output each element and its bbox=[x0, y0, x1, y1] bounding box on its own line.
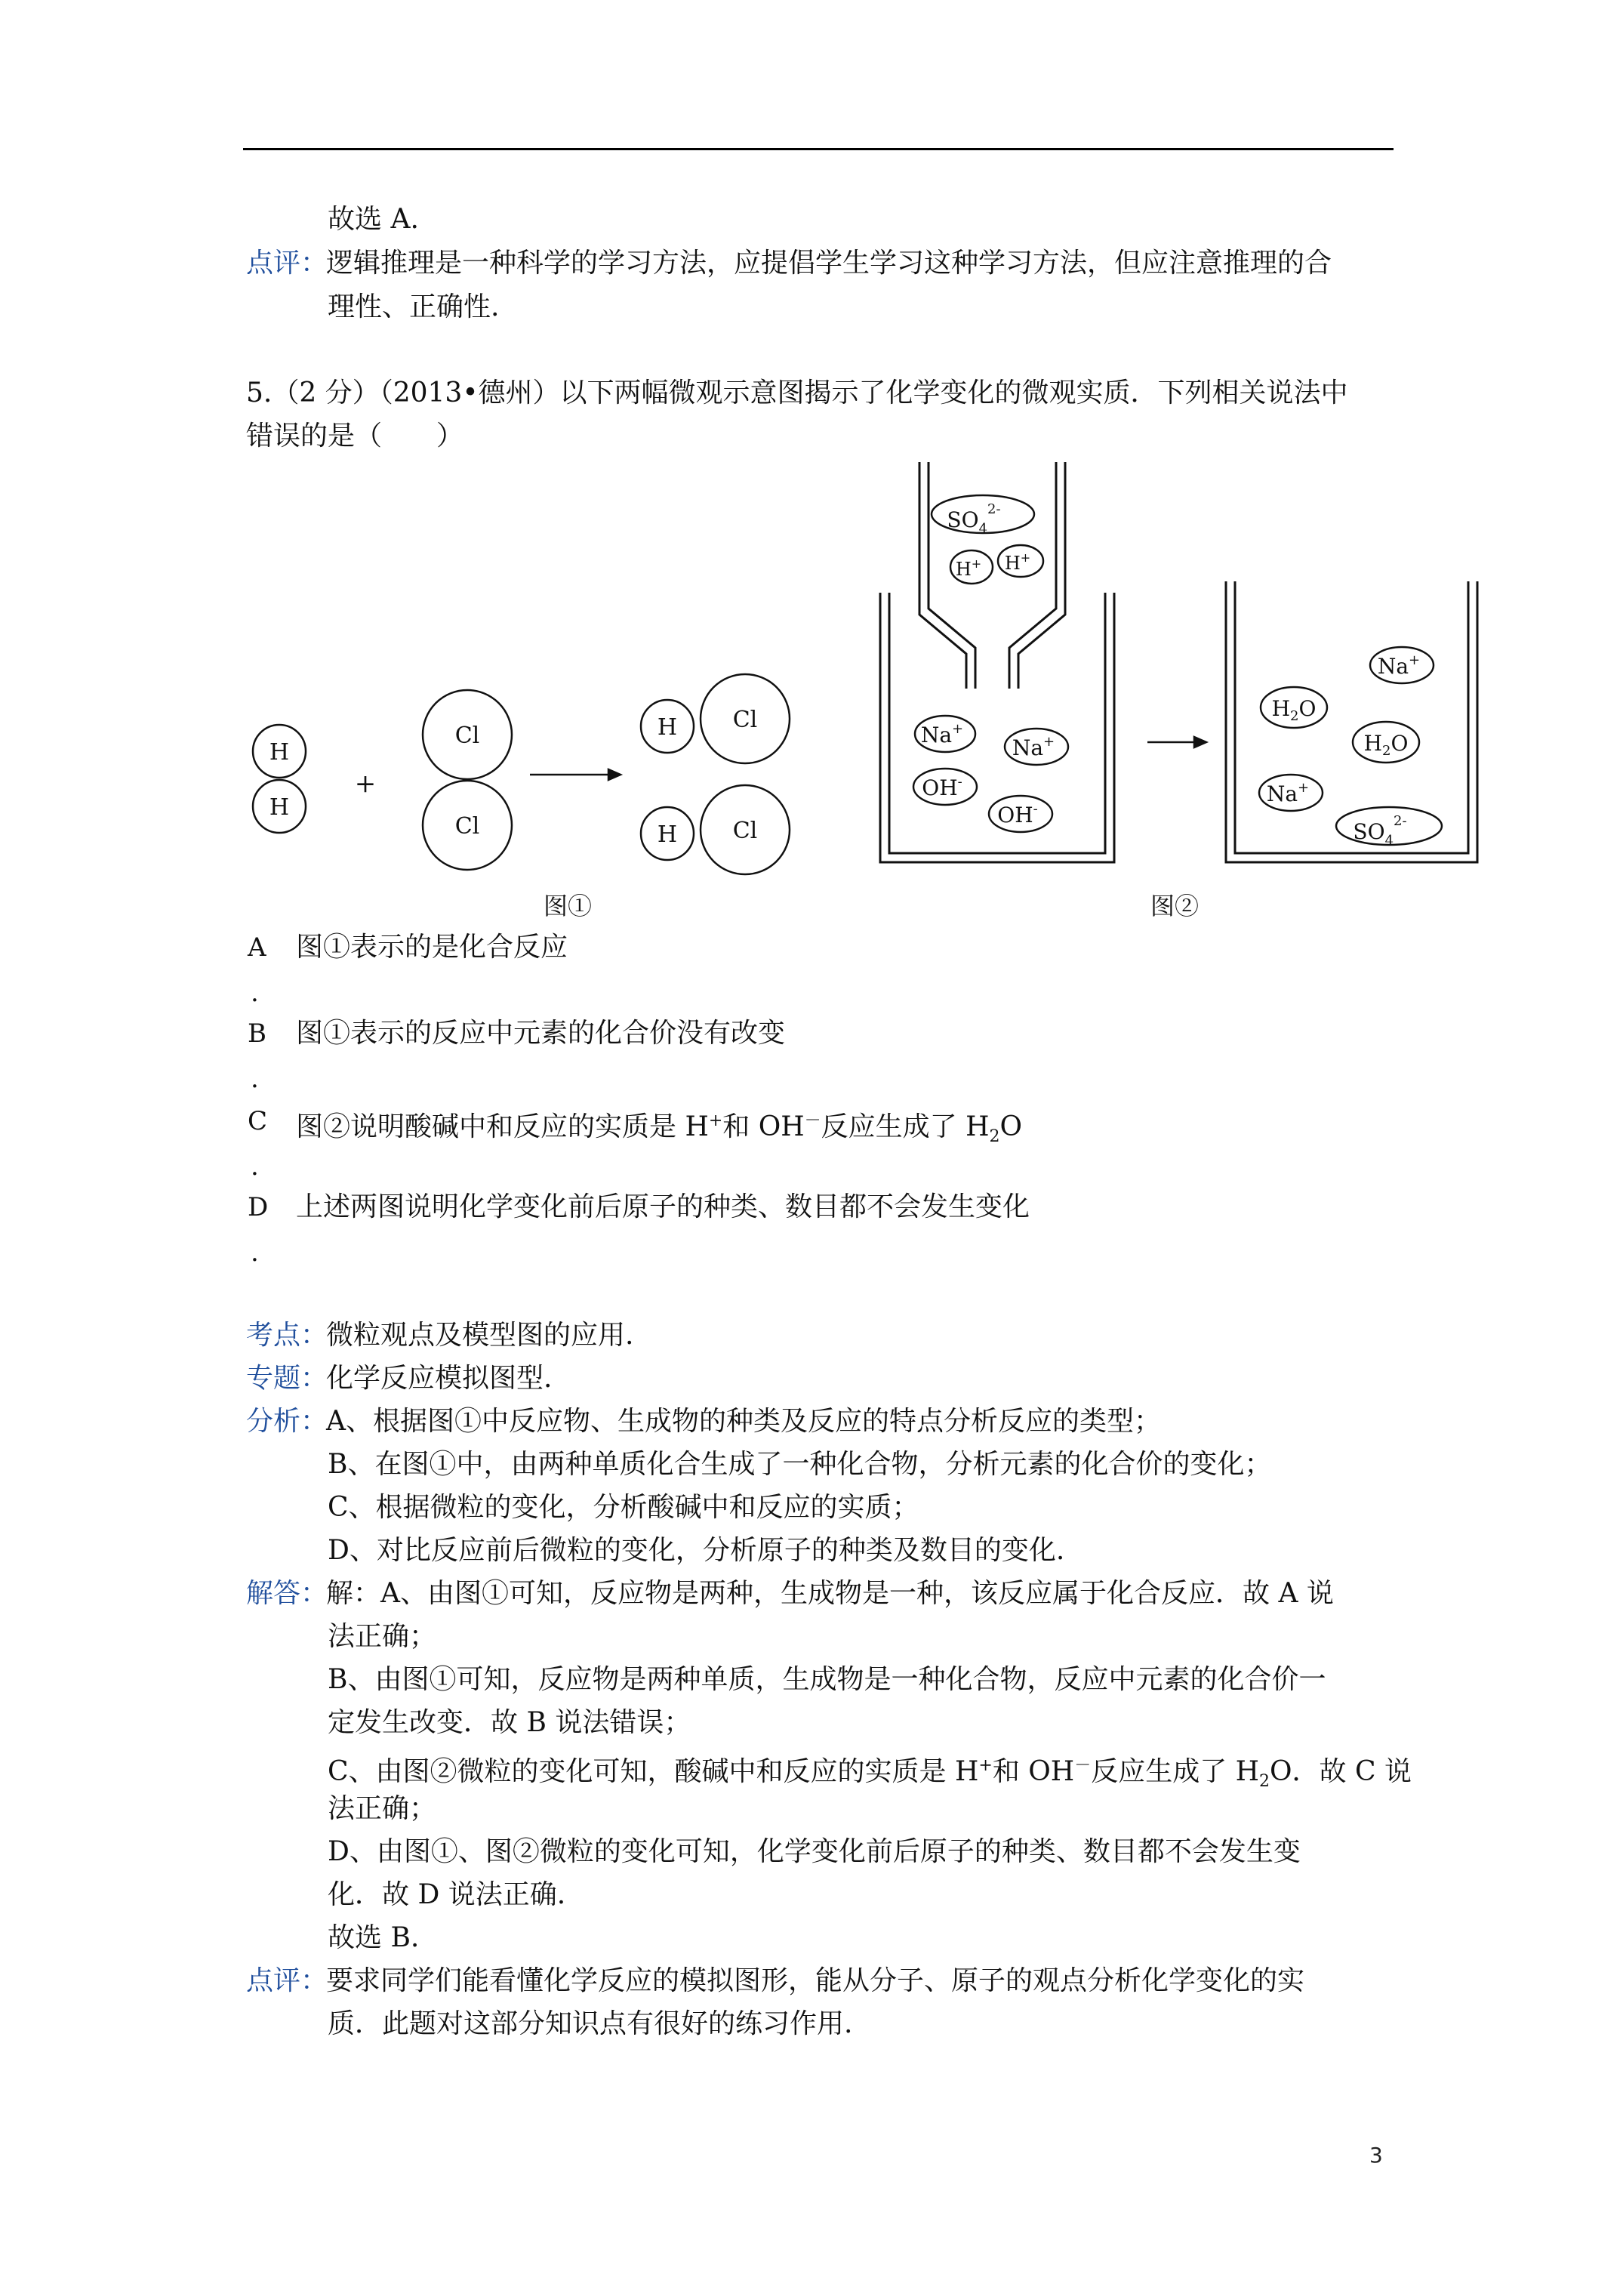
page-number: 3 bbox=[1369, 2143, 1383, 2168]
h2o-label: $H_2O$ bbox=[1271, 696, 1317, 724]
kaodian-label: 考点： bbox=[246, 1320, 328, 1351]
oh-ion-label: OH- bbox=[922, 774, 962, 800]
jieda-line2: 法正确； bbox=[328, 1621, 437, 1652]
option-d-letter: D bbox=[248, 1192, 269, 1222]
fenxi-line3: C、根据微粒的变化，分析酸碱中和反应的实质； bbox=[328, 1492, 919, 1523]
prev-comment-line2: 理性、正确性. bbox=[328, 291, 500, 322]
na-ion-label: Na+ bbox=[1377, 652, 1421, 679]
na-ion-label: Na+ bbox=[1012, 734, 1055, 760]
cl-label: Cl bbox=[454, 723, 480, 749]
option-b-text: 图①表示的反应中元素的化合价没有改变 bbox=[296, 1018, 786, 1049]
cl-label: Cl bbox=[732, 818, 758, 844]
plus-sign: + bbox=[354, 769, 377, 799]
option-b-letter: B bbox=[248, 1019, 266, 1049]
option-d-text: 上述两图说明化学变化前后原子的种类、数目都不会发生变化 bbox=[296, 1191, 1030, 1222]
option-c-text: 图②说明酸碱中和反应的实质是 H+和 OH－反应生成了 $H_2O$ bbox=[296, 1111, 1023, 1147]
option-c-letter: C bbox=[248, 1106, 268, 1136]
na-ion-label: Na+ bbox=[920, 721, 964, 747]
fenxi-label: 分析： bbox=[246, 1406, 328, 1437]
jieda-line5: C、由图②微粒的变化可知，酸碱中和反应的实质是 H+和 OH－反应生成了 $H_2O$．故 C 说 bbox=[328, 1756, 1412, 1792]
jieda-line1: 解：A、由图①可知，反应物是两种，生成物是一种，该反应属于化合反应．故 A 说 bbox=[326, 1578, 1334, 1609]
h-ion-label: H+ bbox=[1004, 550, 1031, 574]
figure2-ions-right bbox=[1259, 647, 1442, 845]
fenxi-line1: A、根据图①中反应物、生成物的种类及反应的特点分析反应的类型； bbox=[326, 1406, 1161, 1437]
option-a-text: 图①表示的是化合反应 bbox=[296, 932, 568, 963]
jieda-line6: 法正确； bbox=[328, 1793, 437, 1824]
dianping-line1: 要求同学们能看懂化学反应的模拟图形，能从分子、原子的观点分析化学变化的实 bbox=[326, 1965, 1305, 1996]
fenxi-line2: B、在图①中，由两种单质化合生成了一种化合物，分析元素的化合价的变化； bbox=[328, 1449, 1272, 1480]
jieda-line7: D、由图①、图②微粒的变化可知，化学变化前后原子的种类、数目都不会发生变 bbox=[328, 1836, 1301, 1867]
jieda-line4: 定发生改变．故 B 说法错误； bbox=[328, 1707, 691, 1738]
so4-label: $SO_4^{2-}$ bbox=[1353, 813, 1407, 849]
cl-label: Cl bbox=[454, 813, 480, 840]
h-label: H bbox=[269, 739, 290, 766]
figure1-caption: 图① bbox=[543, 892, 593, 920]
h-label: H bbox=[269, 794, 290, 821]
option-dot: . bbox=[251, 978, 259, 1008]
prev-comment-line1: 逻辑推理是一种科学的学习方法，应提倡学生学习这种学习方法，但应注意推理的合 bbox=[326, 248, 1332, 279]
figure2-arrow bbox=[1147, 737, 1206, 747]
figure1-diagram bbox=[253, 674, 790, 874]
so4-label: $SO_4^{2-}$ bbox=[947, 501, 1001, 537]
prev-answer: 故选 A. bbox=[328, 204, 419, 235]
option-a-letter: A bbox=[248, 932, 266, 963]
fenxi-line4: D、对比反应前后微粒的变化，分析原子的种类及数目的变化. bbox=[328, 1535, 1065, 1566]
h-label: H bbox=[657, 714, 678, 741]
option-dot: . bbox=[251, 1151, 259, 1182]
zhuanti-label: 专题： bbox=[246, 1363, 328, 1394]
figure1-arrow bbox=[530, 769, 621, 780]
jieda-line8: 化．故 D 说法正确. bbox=[328, 1879, 566, 1910]
zhuanti-text: 化学反应模拟图型. bbox=[326, 1363, 553, 1394]
oh-ion-label: OH- bbox=[997, 801, 1038, 827]
jieda-line3: B、由图①可知，反应物是两种单质，生成物是一种化合物，反应中元素的化合价一 bbox=[328, 1664, 1326, 1695]
reaction-figures bbox=[0, 0, 1623, 951]
jieda-line9: 故选 B. bbox=[328, 1922, 420, 1953]
cl-label: Cl bbox=[732, 707, 758, 733]
option-dot: . bbox=[251, 1064, 259, 1094]
kaodian-text: 微粒观点及模型图的应用. bbox=[326, 1320, 634, 1351]
dianping-label: 点评： bbox=[246, 1965, 328, 1996]
question-line2: 错误的是（ ） bbox=[246, 421, 464, 451]
prev-comment-label: 点评： bbox=[246, 248, 328, 279]
question-line1: 5.（2 分）（2013•德州）以下两幅微观示意图揭示了化学变化的微观实质．下列相关说法中 bbox=[246, 378, 1348, 408]
na-ion-label: Na+ bbox=[1266, 780, 1310, 806]
h-label: H bbox=[657, 821, 678, 848]
h-ion-label: H+ bbox=[955, 556, 982, 580]
option-dot: . bbox=[251, 1237, 259, 1268]
jieda-label: 解答： bbox=[246, 1578, 328, 1609]
h2o-label: $H_2O$ bbox=[1363, 731, 1409, 759]
figure2-caption: 图② bbox=[1150, 892, 1200, 920]
dianping-line2: 质．此题对这部分知识点有很好的练习作用. bbox=[328, 2008, 853, 2039]
